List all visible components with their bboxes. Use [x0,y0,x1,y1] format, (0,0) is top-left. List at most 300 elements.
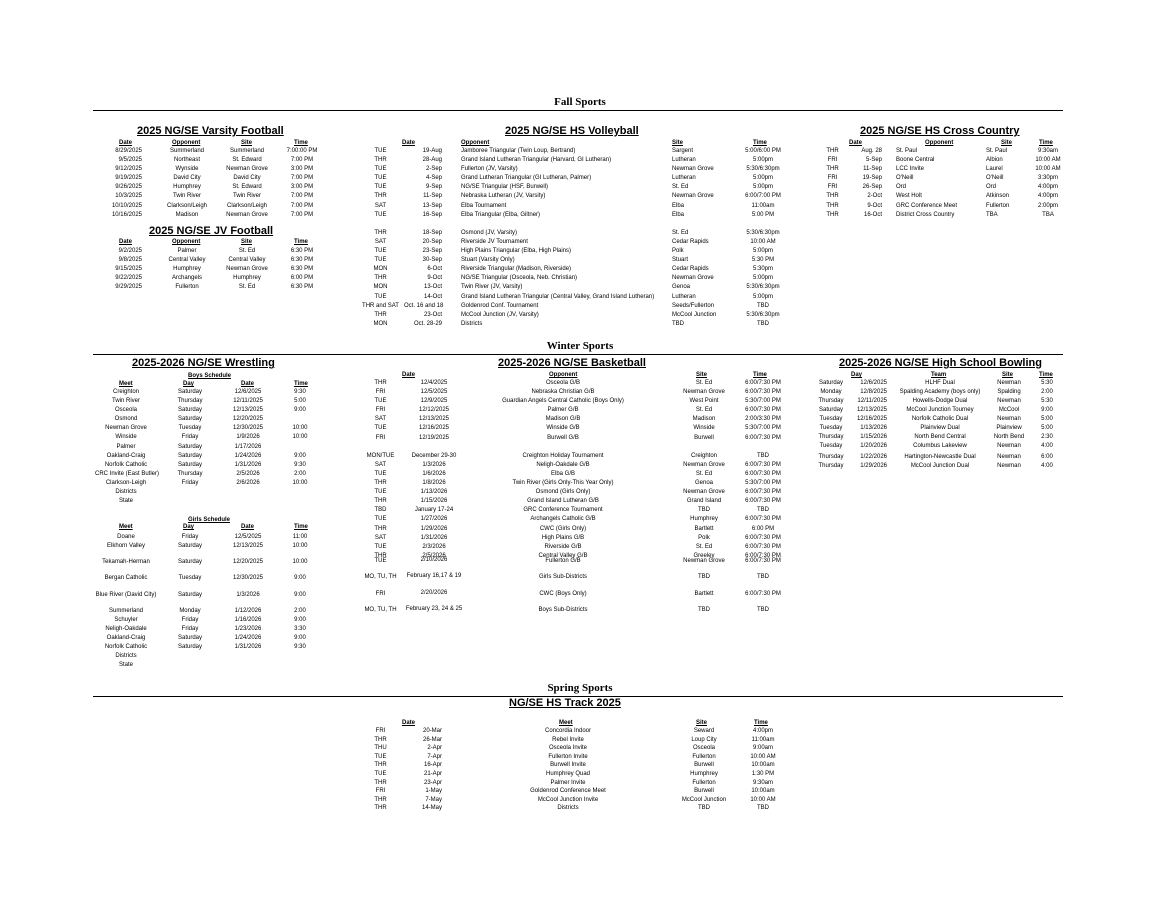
time-cell: 5:00pm [752,275,773,282]
site-cell: O'Neill [986,175,1004,182]
site-cell: Newman Grove [226,166,268,173]
opponent-cell: NG/SE Triangular (HSF, Burwell) [461,184,549,191]
time-cell: 2:00pm [1037,202,1058,209]
opponent-cell: Burwell G/B [547,434,579,441]
time-cell: 6:00/7:30 PM [745,498,781,505]
opponent-cell: Clarkson/Leigh [166,202,208,209]
bb-header-opponent: Opponent [549,372,578,378]
basketball-row [358,543,798,552]
date-cell: 12/9/2025 [420,398,448,405]
site-cell: Genoa [672,284,691,291]
date-cell: 11-Sep [423,193,442,200]
bowling-row [815,433,1065,442]
opponent-cell: Boone Central [896,157,935,164]
time-cell: 11:00am [751,736,775,743]
wrestling-girls-row [95,607,325,616]
day-cell: Saturday [177,644,202,650]
day-cell: FRI [375,728,386,734]
time-cell: 7:00:00 PM [286,148,318,154]
day-cell: TUE [374,257,387,264]
track-table [358,727,798,813]
vb-header-opponent: Opponent [461,140,490,146]
cross-country-row [820,192,1065,201]
day-cell: Friday [181,626,199,632]
day-cell: Monday [820,389,842,395]
time-cell: 10:00 [292,543,308,549]
date-cell: 11-Sep [863,166,882,173]
spring-sports-title: Spring Sports [547,682,613,694]
day-cell: THR [374,762,387,769]
day-cell: MON [373,266,388,273]
site-cell: Grand Island [686,498,722,505]
date-cell: 1/24/2026 [234,635,262,641]
time-cell: 10:00 AM [750,753,776,760]
time-cell: 2:00 [294,608,306,614]
wrestling-boys-row [95,452,325,461]
day-cell: THR [826,166,839,173]
wrestling-girls-row [95,661,325,670]
date-cell: 9-Sep [425,184,442,191]
time-cell: 5:30/7:00 PM [745,425,781,432]
site-cell: Madison [692,416,716,423]
opponent-cell: Osmond (Girls Only) [535,489,591,496]
time-cell: 9:00 [294,617,306,623]
bowling-title: 2025-2026 NG/SE High School Bowling [839,357,1042,369]
day-cell: TUE [374,148,387,154]
date-cell: 1/13/2026 [420,489,448,496]
wrestling-boys-row [95,479,325,488]
date-cell: 1/15/2026 [860,434,887,440]
meet-cell: Bergan Catholic [104,575,148,581]
team-cell: Howells-Dodge Dual [912,398,968,404]
day-cell: Tuesday [178,575,202,581]
site-cell: Stuart [672,257,689,264]
day-cell: THR [826,193,839,200]
date-cell: 12/12/2025 [418,407,450,414]
basketball-postseason-row [358,606,798,623]
opponent-cell: Archangels [171,275,203,282]
volleyball-row [358,183,798,192]
wrestling-girls-row [95,542,325,558]
opponent-cell: Palmer G/B [547,407,579,414]
volleyball-row [358,293,798,302]
basketball-postseason-row [358,590,798,606]
cross-country-table [820,147,1065,220]
opponent-cell: Neligh-Oakdale G/B [536,461,590,468]
date-cell: Oct. 28-29 [413,320,442,327]
day-cell: Saturday [177,443,202,450]
opponent-cell: Twin River [172,193,201,200]
bowling-row [815,379,1065,388]
wrestling-boys-row [95,415,325,424]
site-cell: Newman Grove [226,266,268,273]
site-cell: St. Ed [695,543,713,550]
site-cell: St. Ed [695,407,713,414]
meet-cell: Humphrey Quad [545,770,591,777]
opponent-cell: High Plains Triangular (Elba, High Plains) [461,248,572,255]
time-cell: 9:30 [294,644,306,650]
day-cell: Saturday [177,635,202,641]
date-cell: 12/16/2025 [418,425,450,432]
wrestling-boys-row [95,433,325,442]
date-cell: 18-Sep [422,229,442,236]
football-row [100,156,330,165]
opponent-cell: Boys Sub-Districts [538,607,588,613]
opponent-cell: Madison G/B [545,416,581,423]
track-row [358,796,798,805]
site-cell: Cedar Rapids [672,238,709,245]
date-cell: 20-Sep [422,238,442,245]
date-cell: 16-Sep [422,211,442,218]
date-cell: December 29-30 [411,452,457,459]
opponent-cell: Nebraska Lutheran (JV, Varsity) [461,193,546,200]
time-cell: 10:00 [292,559,308,565]
time-cell: 9:00 [294,635,306,641]
day-cell: MO, TU, TH [364,607,397,613]
day-cell: FRI [375,434,386,441]
opponent-cell: McCool Junction (JV, Varsity) [461,311,539,318]
wr-b-header-meet: Meet [119,381,133,387]
basketball-title: 2025-2026 NG/SE Basketball [498,357,646,369]
opponent-cell: Elba Tournament [461,202,507,209]
date-cell: 12/20/2025 [232,559,264,565]
jv-football-row [100,265,330,274]
opponent-cell: Elba Triangular (Elba, Giltner) [461,211,541,218]
volleyball-row [358,302,798,311]
meet-cell: Creighton [112,389,139,395]
basketball-row [358,379,798,388]
site-cell: Central Valley [228,257,266,264]
bw-header-day: Day [851,372,863,378]
opponent-cell: Osceola G/B [545,380,580,386]
date-cell: 2-Oct [867,193,882,200]
day-cell: Tuesday [178,425,202,432]
date-cell: 2/10/2026 [420,557,448,563]
wrestling-title: 2025-2026 NG/SE Wrestling [132,357,275,369]
wrestling-boys-row [95,397,325,406]
time-cell: 4:00pm [752,728,773,734]
day-cell: FRI [375,389,386,396]
meet-cell: Summerland [108,608,143,614]
date-cell: 26-Mar [422,736,442,743]
cross-country-row [820,202,1065,211]
opponent-cell: Northeast [173,157,200,164]
site-cell: Newman Grove [672,193,714,200]
time-cell: 6:00 [1041,454,1053,460]
date-cell: 2/3/2026 [422,543,446,550]
site-cell: Plainview [996,425,1022,431]
day-cell: Tuesday [819,416,843,422]
site-cell: Lutheran [672,293,696,300]
site-cell: Winside [693,425,715,432]
meet-cell: Palmer [116,443,136,450]
day-cell: TUE [374,489,387,496]
jv-header-site: Site [241,239,253,245]
xc-header-site: Site [1001,140,1013,146]
meet-cell: Blue River (David City) [95,592,157,598]
track-row [358,727,798,736]
wrestling-boys-row [95,443,325,452]
day-cell: THR [374,275,387,282]
meet-cell: Osmond [114,416,138,423]
vb-header-site: Site [672,140,684,146]
volleyball-row [358,174,798,183]
opponent-cell: Central Valley [168,257,206,264]
time-cell: 6:00/7:30 PM [745,489,781,496]
day-cell: FRI [827,184,838,191]
track-row [358,736,798,745]
basketball-row [358,397,798,406]
basketball-row [358,415,798,424]
time-cell: TBD [757,805,769,812]
meet-cell: Winside [115,434,137,441]
day-cell: Saturday [177,389,202,395]
varsity-football-title: 2025 NG/SE Varsity Football [137,125,284,137]
site-cell: Loup City [691,736,717,743]
vb-header-date: Date [402,140,416,146]
fall-sports-title: Fall Sports [554,96,606,108]
date-cell: 12/20/2025 [232,416,264,423]
site-cell: St. Ed [695,380,713,386]
date-cell: 12/4/2025 [420,380,448,386]
wrestling-girls-row [95,616,325,625]
opponent-cell: Fullerton [175,284,199,291]
day-cell: FRI [827,175,838,182]
meet-cell: Newman Grove [105,425,147,432]
site-cell: Seeds/Fullerton [672,302,715,309]
track-row [358,779,798,788]
day-cell: THR [374,380,387,386]
wrestling-girls-row [95,591,325,607]
date-cell: 2/5/2026 [422,552,446,559]
site-cell: Burwell [694,762,714,769]
meet-cell: Norfolk Catholic [104,644,148,650]
site-cell: Ord [986,184,997,191]
meet-cell: Districts [115,653,137,659]
meet-cell: Elkhorn Valley [107,543,145,549]
time-cell: 5:00pm [752,184,773,191]
date-cell: 8/29/2025 [115,148,142,154]
volleyball-row [358,311,798,320]
football-row [100,165,330,174]
date-cell: 26-Sep [862,184,882,191]
wrestling-girls-row [95,652,325,661]
time-cell: 6:00/7:30 PM [745,407,781,414]
date-cell: 2/6/2026 [236,479,260,486]
date-cell: 2-Apr [427,745,442,752]
wrestling-girls-label: Girls Schedule [188,517,231,523]
date-cell: 1/29/2026 [420,525,448,532]
wr-b-header-time: Time [294,381,308,387]
jv-football-table [100,247,330,292]
site-cell: TBD [698,574,710,580]
time-cell: 7:00 PM [290,193,314,200]
time-cell: 5:00/6:00 PM [745,148,781,154]
site-cell: Bartlett [694,525,714,532]
cross-country-title: 2025 NG/SE HS Cross Country [860,125,1020,137]
basketball-row [358,470,798,479]
date-cell: 9/26/2025 [115,184,142,191]
day-cell: Thursday [177,470,203,477]
time-cell: 5:30 PM [751,257,775,264]
bb-header-date: Date [402,372,416,378]
date-cell: 7-Apr [427,753,442,760]
day-cell: FRI [827,157,838,164]
date-cell: 16-Apr [423,762,442,769]
site-cell: Newman [997,443,1021,449]
date-cell: February 16,17 & 19 [406,573,462,579]
day-cell: SAT [374,238,387,245]
date-cell: 1/3/2026 [236,592,260,598]
meet-cell: Norfolk Catholic [104,461,148,468]
opponent-cell: Palmer [177,248,197,254]
football-row [100,183,330,192]
date-cell: 12/30/2025 [232,425,264,432]
time-cell: 5:30/7:00 PM [745,480,781,487]
wrestling-boys-row [95,497,325,506]
day-cell: Saturday [818,380,843,386]
opponent-cell: Districts [461,320,483,327]
time-cell: 3:30pm [1037,175,1058,182]
site-cell: Newman [997,416,1021,422]
meet-cell: Tekamah-Herman [102,559,150,565]
opponent-cell: Elba G/B [550,470,575,477]
time-cell: 5:30pm [752,266,773,273]
day-cell: Saturday [177,559,202,565]
opponent-cell: Madison [175,211,199,218]
day-cell: MON/TUE [366,452,395,459]
site-cell: St. Ed [672,184,689,191]
site-cell: Burwell [694,788,714,795]
time-cell: 4:00 [1041,443,1053,449]
time-cell: 5:30 [1041,380,1053,386]
site-cell: David City [233,175,261,182]
opponent-cell: Winside G/B [546,425,580,432]
day-cell: TUE [374,248,387,255]
wrestling-girls-row [95,574,325,591]
opponent-cell: Twin River (JV, Varsity) [461,284,523,291]
date-cell: 10/3/2025 [115,193,142,200]
day-cell: Tuesday [819,443,843,449]
day-cell: Thursday [818,463,844,469]
bowling-row [815,397,1065,406]
time-cell: 7:00 PM [290,202,314,209]
opponent-cell: Grand Island Lutheran Triangular (Harvard, GI Lutheran) [461,157,612,164]
meet-cell: CRC Invite (East Butler) [95,470,160,477]
date-cell: 12/13/2025 [418,416,450,423]
date-cell: 12/19/2025 [418,434,450,441]
site-cell: Seward [693,728,715,734]
day-cell: THR [826,211,839,218]
time-cell: 6:00/7:30 PM [745,534,781,541]
day-cell: SAT [374,461,387,468]
date-cell: 13-Oct [423,284,442,291]
wrestling-boys-row [95,406,325,415]
time-cell: 5:00 [1041,416,1053,422]
bb-header-time: Time [753,372,767,378]
site-cell: Bartlett [694,591,714,597]
time-cell: TBA [1042,211,1054,218]
opponent-cell: High Plains G/B [541,534,585,541]
site-cell: St. Ed [695,470,713,477]
time-cell: TBD [757,302,769,309]
opponent-cell: Riverside JV Tournament [461,238,528,245]
meet-cell: Burwell Invite [550,762,586,769]
opponent-cell: NG/SE Triangular (Osceola, Neb. Christian) [461,275,578,282]
bowling-row [815,388,1065,397]
meet-cell: Neligh-Oakdale [105,626,147,632]
volleyball-row [358,147,798,156]
day-cell: Monday [179,608,201,614]
meet-cell: Osceola Invite [548,745,588,752]
date-cell: 1/31/2026 [420,534,448,541]
meet-cell: Oakland-Craig [106,452,146,459]
jv-football-row [100,283,330,292]
jv-football-row [100,256,330,265]
site-cell: St. Edward [232,157,262,164]
site-cell: Spalding [997,389,1021,395]
day-cell: Saturday [177,543,202,549]
time-cell: 5:30 [1041,398,1053,404]
time-cell: 5:30/6:30pm [746,166,780,173]
date-cell: 1/13/2026 [860,425,887,431]
day-cell: MON [373,320,388,327]
day-cell: SAT [374,534,387,541]
time-cell: 10:00 AM [750,796,776,803]
team-cell: Hartington-Newcastle Dual [904,454,976,460]
date-cell: 12/30/2025 [232,575,264,581]
site-cell: Newman Grove [683,389,725,396]
opponent-cell: Humphrey [173,184,201,191]
date-cell: 12/5/2025 [234,534,262,540]
day-cell: THR [374,229,387,236]
site-cell: Genoa [694,480,713,487]
date-cell: 1/22/2026 [860,454,887,460]
date-cell: 10/16/2025 [111,211,142,218]
meet-cell: Rebel Invite [552,736,584,743]
wrestling-girls-row [95,558,325,574]
site-cell: Humphrey [233,275,261,282]
time-cell: 10:00am [751,788,775,795]
team-cell: Norfolk Catholic Dual [911,416,969,422]
day-cell: TUE [374,516,387,523]
volleyball-row [358,247,798,256]
opponent-cell: Wynside [175,166,199,173]
date-cell: 1/24/2026 [234,452,262,459]
tr-header-date: Date [402,720,416,726]
site-cell: Fullerton [986,202,1010,209]
track-row [358,761,798,770]
bowling-table [815,379,1065,471]
day-cell: THR [374,805,387,812]
date-cell: 9/5/2025 [118,157,142,164]
football-row [100,202,330,211]
winter-divider [93,354,1063,355]
volleyball-table [358,147,798,329]
basketball-row [358,388,798,397]
wrestling-girls-row [95,625,325,634]
day-cell: MO, TU, TH [364,574,397,580]
day-cell: THR [374,157,387,164]
day-cell: THR [374,498,387,505]
opponent-cell: Grand Island Lutheran Triangular (Central Valley, Grand Island Lutheran) [461,293,655,300]
day-cell: FRI [375,788,386,795]
date-cell: 1/16/2026 [234,617,262,623]
date-cell: 1/9/2026 [236,434,260,441]
date-cell: 9-Oct [867,202,882,209]
meet-cell: Districts [115,489,137,496]
date-cell: 2/20/2026 [420,590,448,596]
